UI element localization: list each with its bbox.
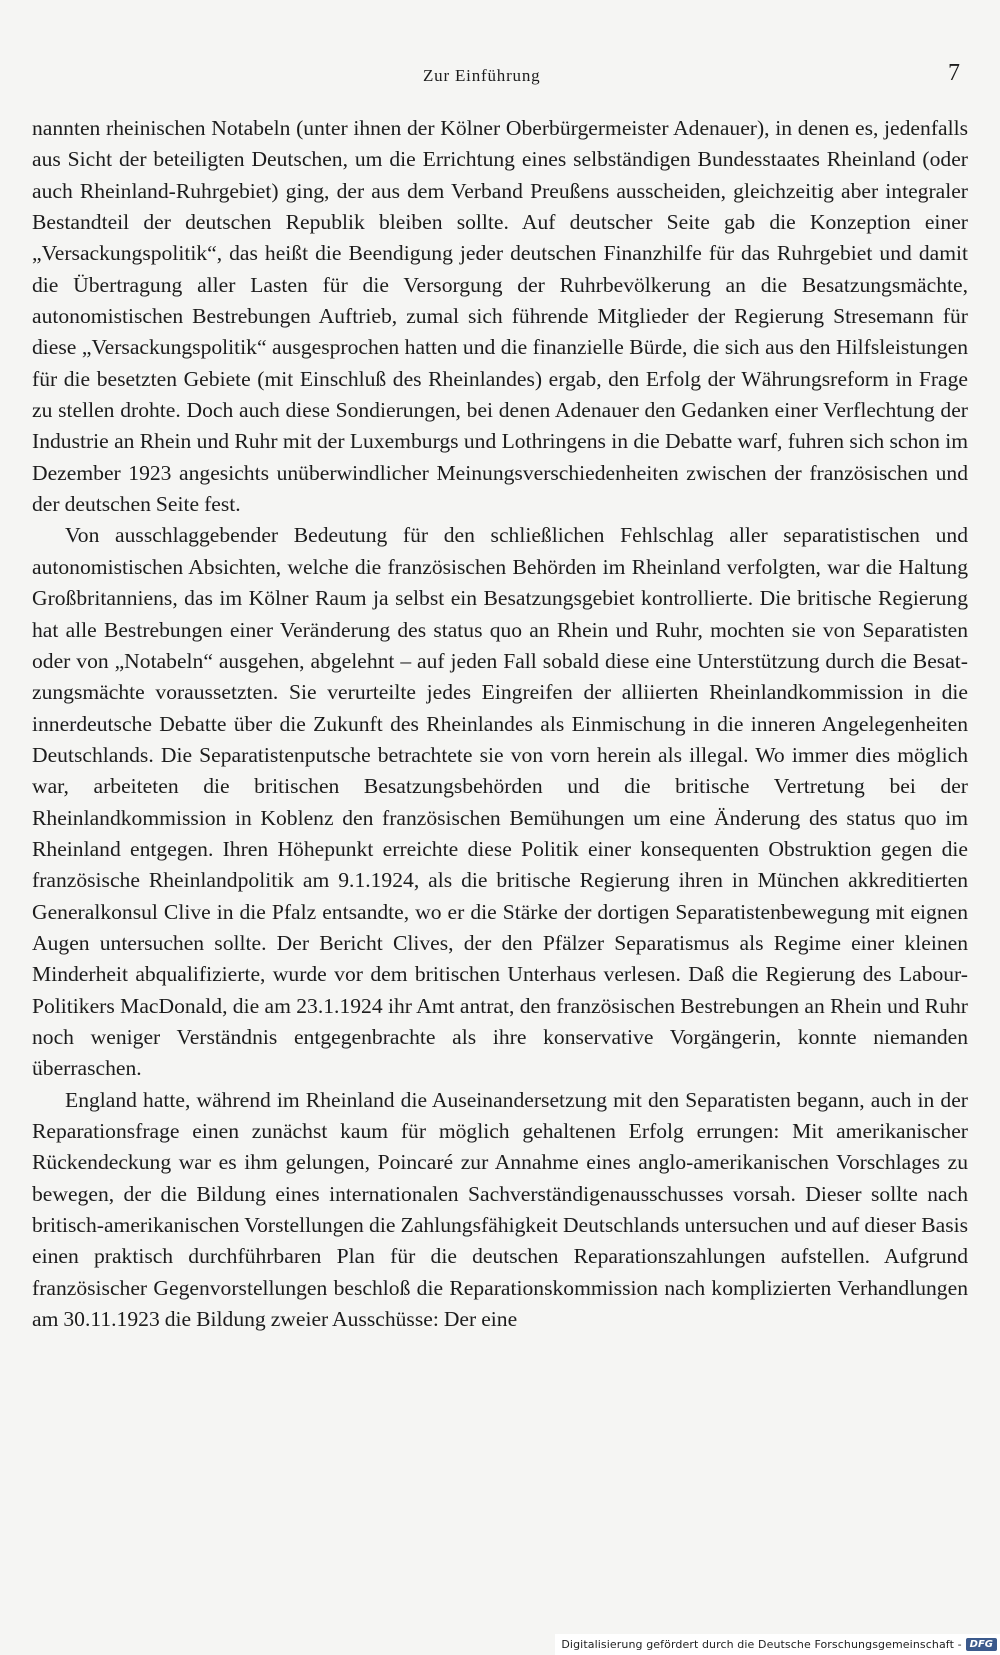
running-head bbox=[0, 60, 1000, 90]
digitization-note: Digitalisierung gefördert durch die Deutsche Forschungsgemeinschaft - bbox=[561, 1638, 962, 1651]
paragraph-3: England hatte, während im Rheinland die Auseinandersetzung mit den Separatisten begann, auch in der Reparationsfrage einen zunächst kaum für möglich gehaltenen Erfolg errungen: Mit amerikanischer Rückendeckung war es ihm gelungen, Poincaré zur Annahme eines anglo-amerikanischen Vorschlages zu bewegen, der die Bildung eines internationalen Sachverständigenausschusses vorsah. Dieser sollte nach britisch-amerikanischen Vorstellungen die Zahlungsfähigkeit Deutschlands untersuchen und auf dieser Basis einen praktisch durchführbaren Plan für die deutschen Reparationszahlungen aufstellen. Aufgrund französischer Gegenvorstellungen beschloß die Reparationskommission nach komplizierten Verhandlungen am 30.11.1923 die Bildung zweier Ausschüsse: Der eine bbox=[32, 1087, 968, 1332]
page-number: 7 bbox=[948, 60, 960, 86]
running-title: Zur Einführung bbox=[423, 66, 541, 85]
digitization-footer bbox=[555, 1634, 1000, 1655]
body-text bbox=[32, 113, 968, 1335]
paragraph-1: nannten rheinischen Notabeln (unter ihnen der Kölner Oberbürgermeister Adenauer), in denen es, jedenfalls aus Sicht der beteiligten Deutschen, um die Errichtung eines selbständigen Bundesstaates Rheinland (oder auch Rheinland-Ruhrgebiet) ging, der aus dem Verband Preußens ausscheiden, gleichzeitig aber integraler Bestandteil der deutschen Republik bleiben sollte. Auf deutscher Seite gab die Konzeption einer „Versackungspolitik“, das heißt die Beendigung jeder deutschen Finanzhilfe für das Ruhrgebiet und damit die Übertragung aller Lasten für die Versorgung der Ruhrbevölkerung an die Besatzungsmächte, autonomistischen Bestrebungen Auftrieb, zumal sich führende Mitglieder der Regierung Stresemann für diese „Versackungspolitik“ ausgesprochen hatten und die finanzielle Bürde, die sich aus den Hilfsleistungen für die besetzten Gebiete (mit Einschluß des Rheinlandes) ergab, den Erfolg der Währungsreform in Frage zu stellen drohte. Doch auch diese Sondierungen, bei denen Adenauer den Gedanken einer Verflechtung der Industrie an Rhein und Ruhr mit der Luxemburgs und Lothringens in die Debatte warf, fuhren sich schon im Dezember 1923 angesichts unüberwindlicher Meinungsverschiedenheiten zwischen der französischen und der deutschen Seite fest. bbox=[32, 116, 968, 517]
paragraph-2: Von ausschlaggebender Bedeutung für den schließlichen Fehlschlag aller separatistischen und autonomistischen Absichten, welche die französischen Behörden im Rheinland verfolgten, war die Haltung Großbritanniens, das im Kölner Raum ja selbst ein Besatzungsgebiet kontrollierte. Die britische Regierung hat alle Bestrebungen einer Veränderung des status quo an Rhein und Ruhr, mochten sie von Separatisten oder von „Notabeln“ ausgehen, abgelehnt – auf jeden Fall sobald diese eine Unterstützung durch die Besatzungsmächte voraussetzten. Sie verurteilte jedes Eingreifen der alliierten Rheinlandkommission in die innerdeutsche Debatte über die Zukunft des Rheinlandes als Einmischung in die inneren Angelegenheiten Deutschlands. Die Separatistenputsche betrachtete sie von vorn herein als illegal. Wo immer dies möglich war, arbeiteten die britischen Besatzungsbehörden und die britische Vertretung bei der Rheinlandkommission in Koblenz den französischen Bemühungen um eine Änderung des status quo im Rheinland entgegen. Ihren Höhepunkt erreichte diese Politik einer konsequenten Obstruktion gegen die französische Rheinlandpolitik am 9.1.1924, als die britische Regierung ihren in München akkreditierten Generalkonsul Clive in die Pfalz entsandte, wo er die Stärke der dortigen Separatistenbewegung mit eignen Augen untersuchen sollte. Der Bericht Clives, der den Pfälzer Separatismus als Regime einer kleinen Minderheit abqualifizierte, wurde vor dem britischen Unterhaus verlesen. Daß die Regierung des Labour-Politikers MacDonald, die am 23.1.1924 ihr Amt antrat, den französischen Bestrebungen an Rhein und Ruhr noch weniger Verständnis entgegenbrachte als ihre konservative Vorgängerin, konnte niemanden überraschen. bbox=[32, 523, 968, 1081]
dfg-logo-icon: DFG bbox=[966, 1638, 997, 1651]
